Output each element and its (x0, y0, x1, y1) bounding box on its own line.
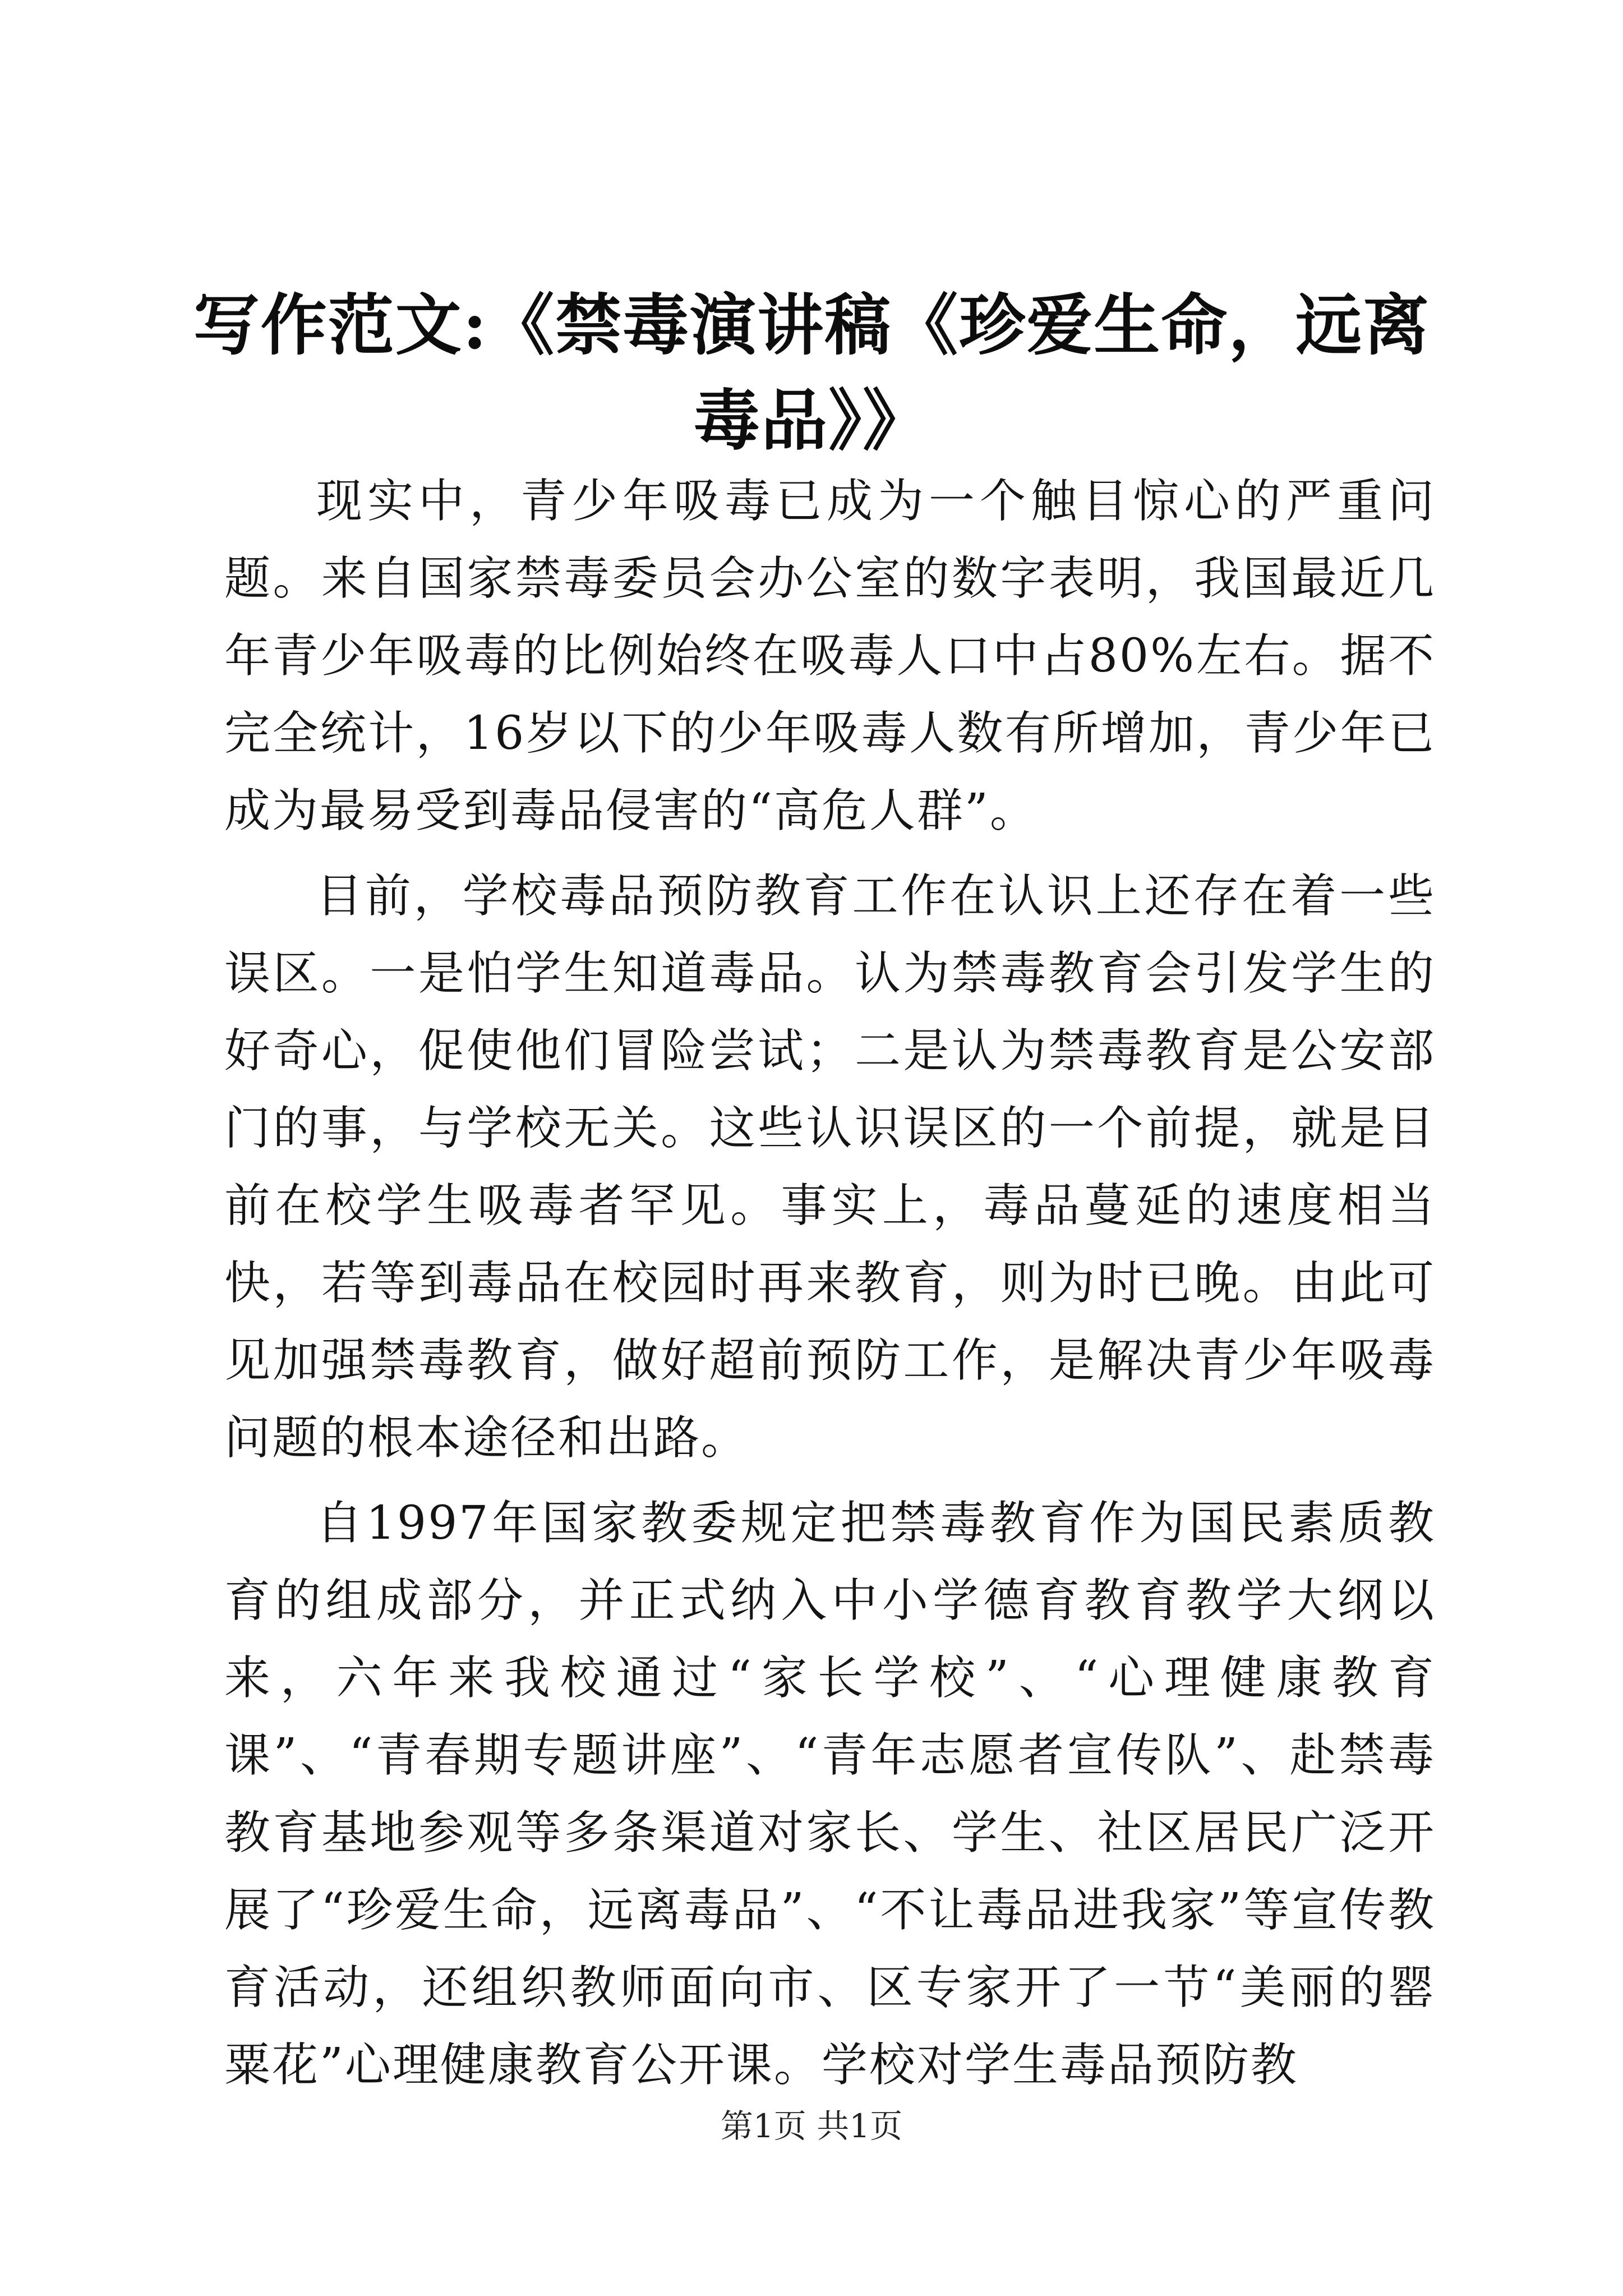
page-footer: 第1页 共1页 (720, 2107, 903, 2145)
paragraph-1: 现实中，青少年吸毒已成为一个触目惊心的严重问题。来自国家禁毒委员会办公室的数字表明，我国最近几年青少年吸毒的比例始终在吸毒人口中占80%左右。据不完全统计，16岁以下的少年吸毒人数有所增加，青少年已成为最易受到毒品侵害的“高危人群”。 (224, 475, 1436, 838)
paragraph-2: 目前，学校毒品预防教育工作在认识上还存在着一些误区。一是怕学生知道毒品。认为禁毒教育会引发学生的好奇心，促使他们冒险尝试；二是认为禁毒教育是公安部门的事，与学校无关。这些认识误区的一个前提，就是目前在校学生吸毒者罕见。事实上，毒品蔓延的速度相当快，若等到毒品在校园时再来教育，则为时已晚。由此可见加强禁毒教育，做好超前预防工作，是解决青少年吸毒问题的根本途径和出路。 (224, 869, 1436, 1465)
paragraph-3: 自1997年国家教委规定把禁毒教育作为国民素质教育的组成部分，并正式纳入中小学德育教育教学大纲以来，六年来我校通过“家长学校”、“心理健康教育课”、“青春期专题讲座”、“青年志愿者宣传队”、赴禁毒教育基地参观等多条渠道对家长、学生、社区居民广泛开展了“珍爱生命，远离毒品”、“不让毒品进我家”等宣传教育活动，还组织教师面向市、区专家开了一节“美丽的罂粟花”心理健康教育公开课。学校对学生毒品预防教 (224, 1497, 1436, 2092)
document-title: 写作范文:《禁毒演讲稿《珍爱生命，远离毒品》》 (193, 286, 1431, 459)
document-body (224, 463, 1436, 2112)
